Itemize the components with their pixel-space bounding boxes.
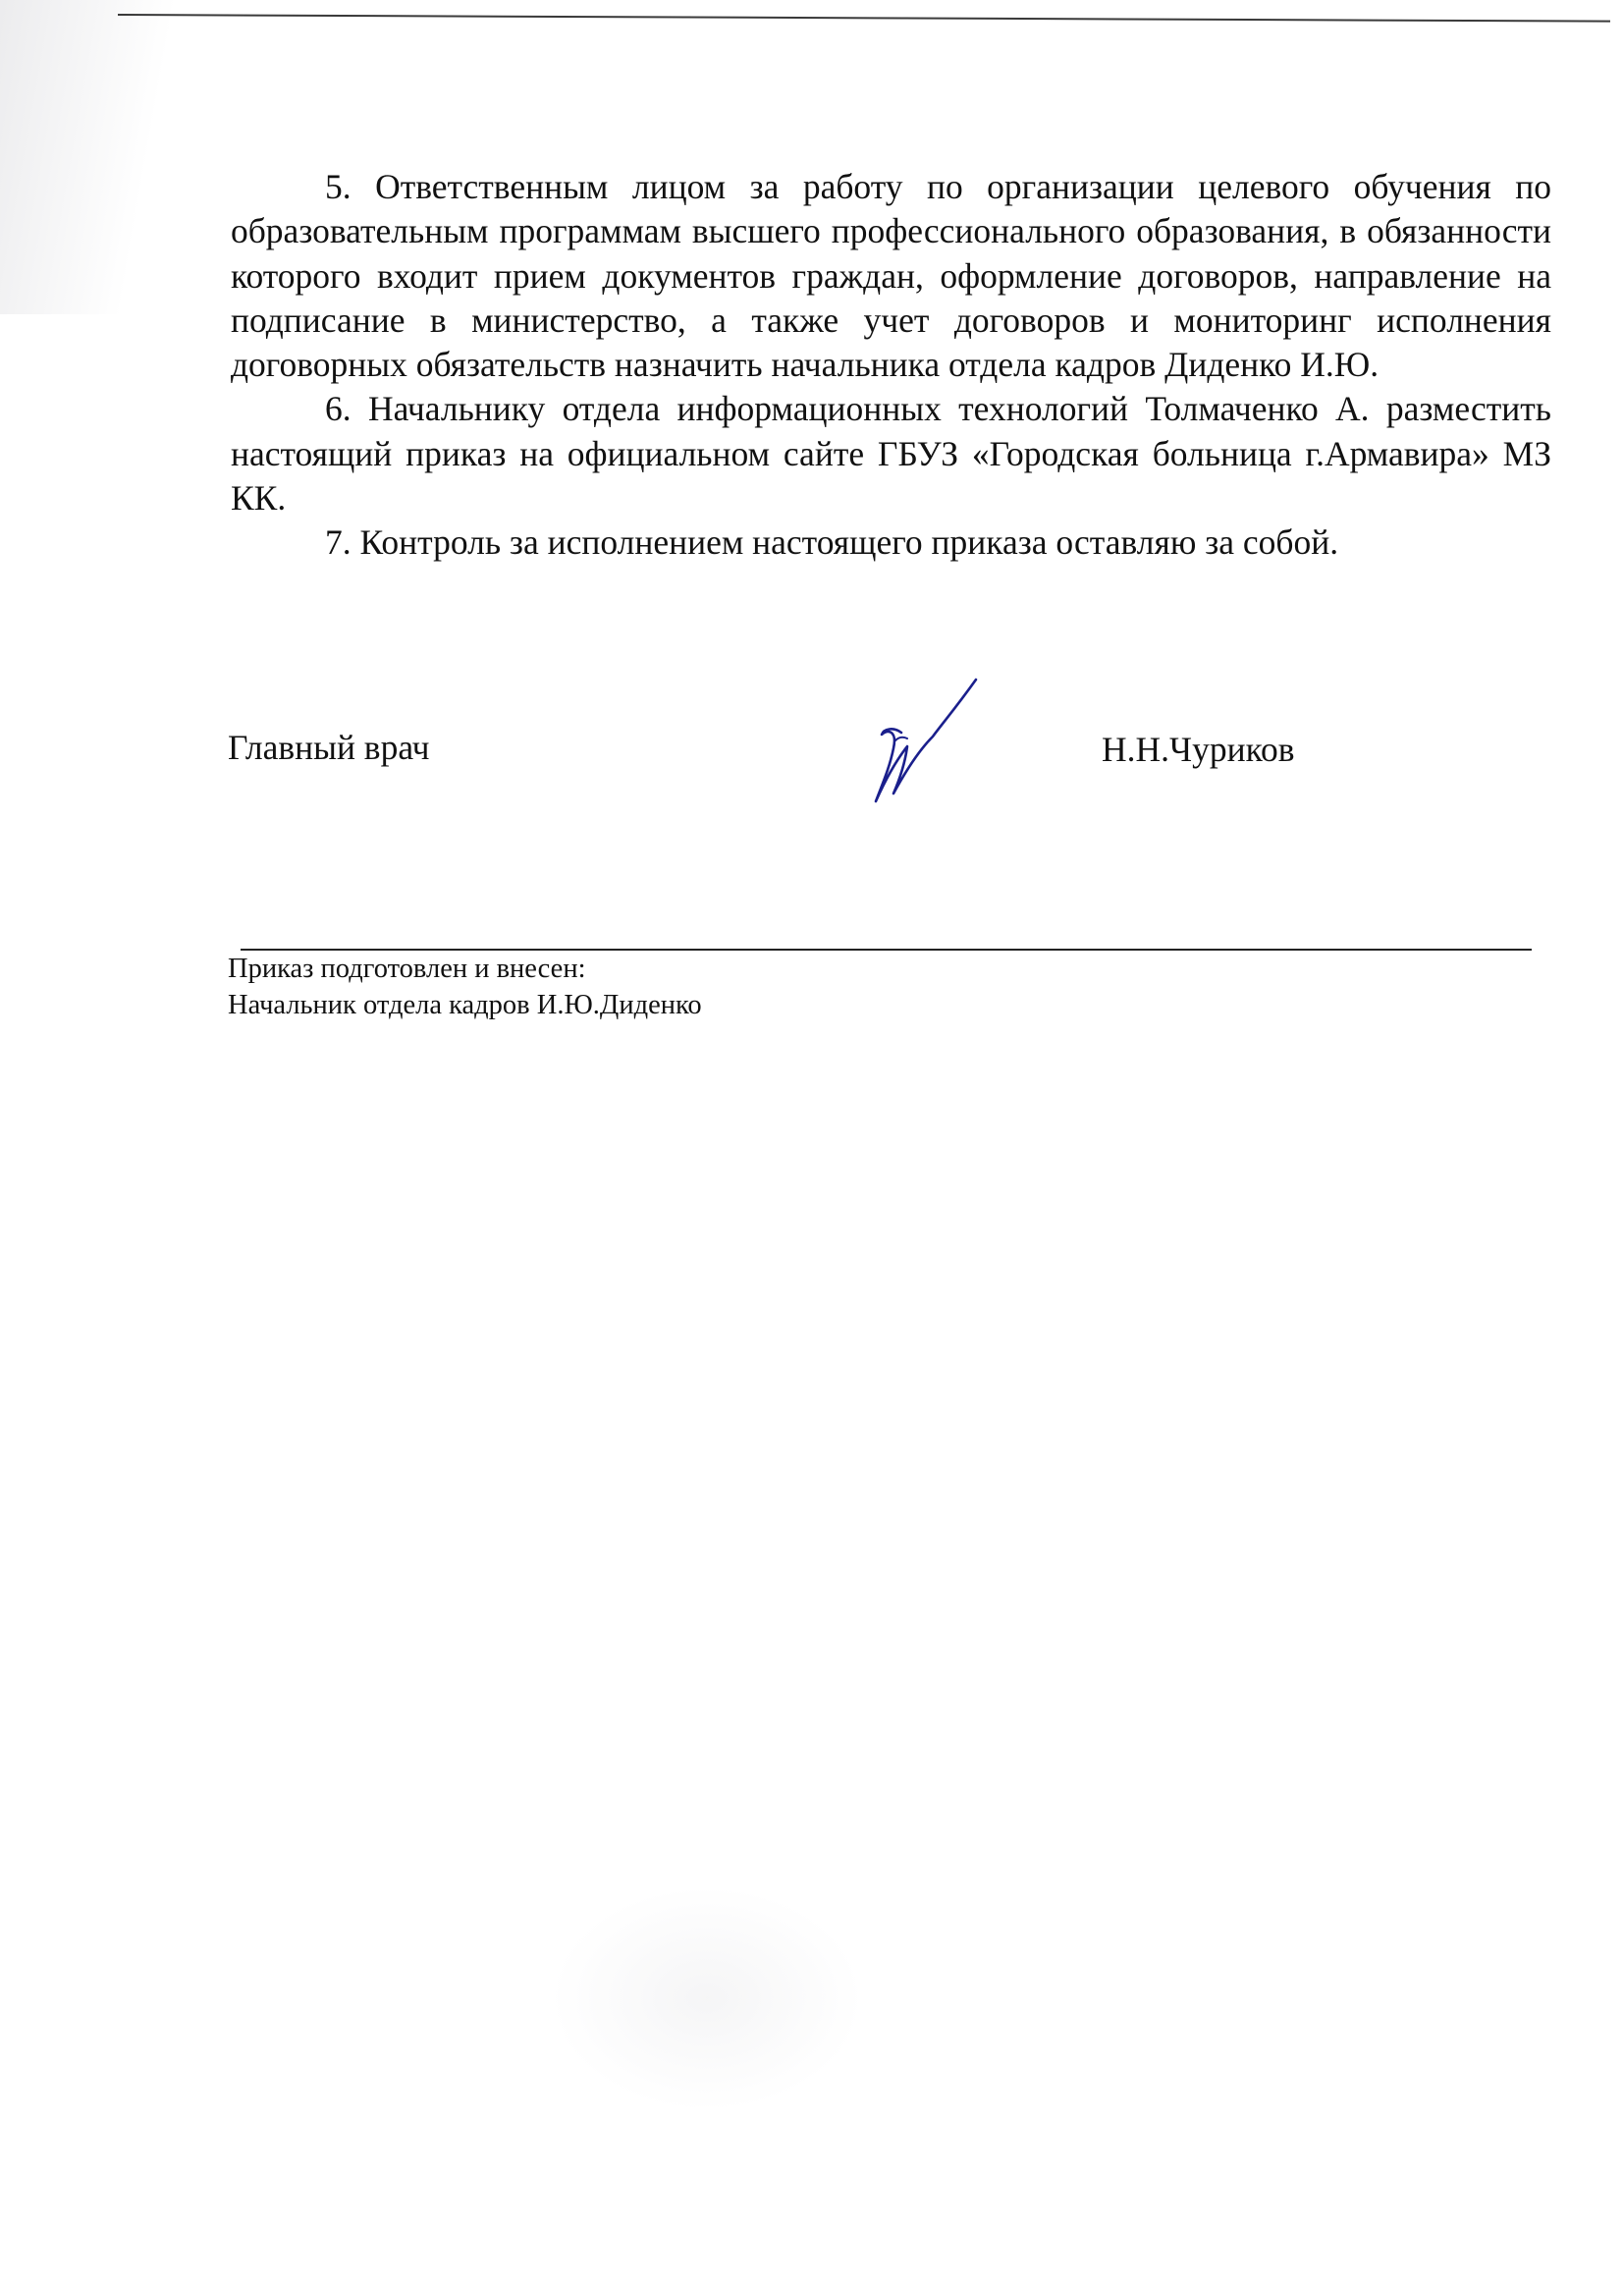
prepared-by-person: Начальник отдела кадров И.Ю.Диденко [228, 990, 702, 1020]
paragraph-5: 5. Ответственным лицом за работу по организации целевого обучения по образовательным программам высшего профессионального образования, в обязанности которого входит прием документов граждан, оформление договоров, направление на подписание в министерство, а также учет договоров и мониторинг исполнения договорных обязательств назначить начальника отдела кадров Диденко И.Ю. [231, 167, 1551, 385]
scan-top-edge [118, 14, 1610, 23]
position-title: Главный врач [228, 728, 430, 767]
signer-name: Н.Н.Чуриков [1102, 730, 1295, 769]
prepared-by-label: Приказ подготовлен и внесен: [228, 954, 586, 984]
handwritten-signature-icon [854, 678, 992, 815]
paragraph-6: 6. Начальнику отдела информационных технологий Толмаченко А. разместить настоящий приказ на официальном сайте ГБУЗ «Городская больница г.Армавира» МЗ КК. [231, 389, 1551, 519]
scan-shadow [0, 0, 196, 314]
prepared-by-block [228, 951, 702, 1023]
order-body [231, 165, 1551, 566]
paragraph-7: 7. Контроль за исполнением настоящего приказа оставляю за собой. [325, 522, 1339, 563]
bleed-through-ghost [550, 1886, 864, 2111]
